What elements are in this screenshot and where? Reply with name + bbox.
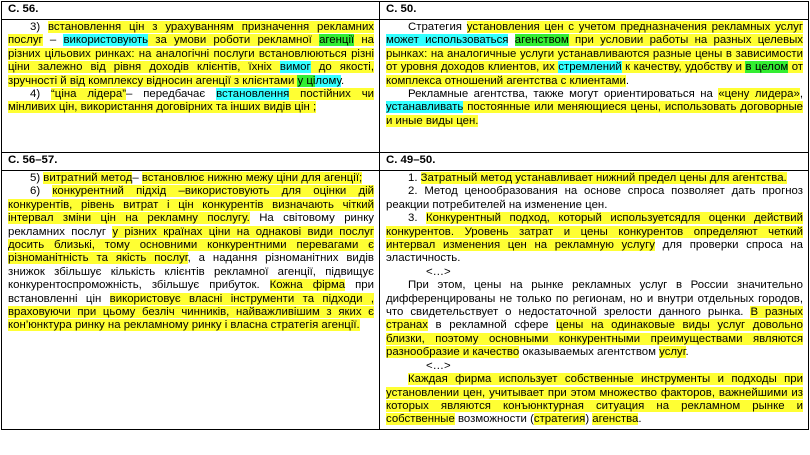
text-run: 4)	[30, 88, 52, 101]
paragraph	[8, 185, 374, 332]
paragraph	[386, 279, 803, 359]
highlighted-text: “ціна лідера”	[51, 88, 126, 101]
highlighted-text: постоянные или меняющиеся цены, использовать договорные и иные виды цен.	[386, 101, 803, 127]
highlighted-text: может использоваться	[386, 34, 509, 47]
text-run: в рекламной сфере	[427, 319, 557, 332]
highlighted-text: В разных странах	[386, 306, 803, 332]
paragraph	[8, 21, 374, 88]
highlighted-text: використовує власні інструменти та підходи , враховуючи при цьому безліч чинників, найважливішим з яких є кон’юнктура ринку на рекламному ринку і власна стратегія агенції.	[8, 292, 374, 332]
highlighted-text: цены на одинаковые виды услуг довольно близки, поэтому основными конкурентными преимуществами являются разнообразие и качество	[386, 319, 803, 359]
text-run: При этом, цены на рынке рекламных услуг в России значительно дифференцированы не только по регионам, но и внутри отдельных городов, что свидетельствует о недостаточной зрелости данного рынка.	[386, 279, 803, 319]
text-run: .	[638, 413, 642, 426]
highlighted-text: устанавливать	[386, 101, 464, 114]
paragraph	[386, 172, 803, 185]
highlighted-text: вимог	[279, 61, 311, 74]
highlighted-text: агенства	[592, 413, 639, 426]
highlighted-text: у різних країнах ціни на однакові види послуг досить близькі, тому основними конкурентними перевагами є різноманітність та якість послуг	[8, 225, 374, 265]
text-run: <…>	[426, 359, 451, 372]
text-run	[508, 34, 514, 46]
highlighted-text: Затратный метод устанавливает нижний предел цены для агентства.	[420, 172, 787, 184]
text-run: .	[341, 74, 345, 87]
highlighted-text: стремлений	[558, 61, 622, 74]
paragraph	[8, 172, 374, 185]
text-run: –	[42, 34, 64, 47]
header-row-2	[2, 153, 809, 171]
highlighted-text: витратний метод	[43, 172, 133, 184]
header-row-1	[2, 2, 809, 20]
paragraph	[386, 88, 803, 128]
text-run: )	[585, 413, 593, 426]
comparison-table	[1, 1, 809, 430]
text-run: .	[685, 346, 689, 359]
text-run: <…>	[426, 265, 451, 278]
highlighted-text: до якості, зручності й від комплексу відносин агенції з клієнтами	[8, 61, 374, 87]
highlighted-text: конкурентний підхід	[52, 185, 167, 198]
highlighted-text: за умови роботи рекламної	[148, 34, 320, 47]
highlighted-text: лому	[315, 74, 342, 87]
highlighted-text: –використовують для оцінки дій конкурентів, рівень витрат і цін конкурентів визначають чіткий інтервал зміни цін на рекламну послугу.	[8, 185, 375, 225]
paragraph	[386, 212, 803, 266]
highlighted-text: використовують	[63, 34, 149, 47]
highlighted-text: услуг	[659, 346, 686, 359]
text-run: , а надання різноманітних видів знижок збільшує кількість клієнтів рекламної агенції, підвищує конкурентоспроможність, збільшує прибуток.	[8, 252, 374, 292]
text-run: 2. Метод ценообразования на основе спроса позволяет дать прогноз реакции потребителей на изменение цен.	[386, 185, 803, 211]
text-run: 5)	[30, 172, 44, 184]
highlighted-text: агенції	[319, 34, 355, 47]
text-run: 1.	[408, 172, 421, 184]
right-page-ref: С. 50.	[380, 2, 809, 20]
highlighted-text: постійних чи мінливих цін, використання договірних та інших видів цін ;	[8, 88, 375, 114]
paragraph	[386, 185, 803, 212]
text-row-1	[2, 20, 809, 153]
highlighted-text: Каждая фирма использует собственные инструменты и подходы при установлении цен, учитывает при этом множество факторов, важнейшими из которых являются конъюнктурная ситуация на рекламном рынке и собственные	[386, 373, 803, 426]
text-run: оказываемых агентством	[519, 346, 660, 359]
paragraph-block	[386, 172, 803, 427]
highlighted-text: встановлення цін з урахуванням призначення рекламних послуг	[8, 21, 374, 47]
text-run: ,	[799, 88, 803, 101]
highlighted-text: агенством	[514, 34, 569, 47]
text-row-2	[2, 171, 809, 430]
highlighted-text: встановлення	[216, 88, 290, 101]
text-run: 3)	[30, 21, 48, 33]
paragraph	[386, 266, 803, 279]
highlighted-text: встановлює нижню межу ціни для агенції;	[141, 172, 363, 184]
text-run: На світовому ринку рекламних послуг	[8, 212, 375, 238]
russian-text-cell	[380, 171, 809, 430]
text-run: при встановленні цін	[8, 279, 374, 305]
left-page-ref: С. 56–57.	[2, 153, 380, 171]
highlighted-text: у ці	[297, 74, 316, 87]
highlighted-text: от комплекса отношений агентства с клиентами	[386, 61, 804, 87]
text-run: .	[625, 74, 629, 87]
paragraph-block	[386, 21, 803, 128]
ukrainian-text-cell	[2, 171, 380, 430]
highlighted-text: Кожна фірма	[269, 279, 346, 292]
text-run: возможности (	[454, 413, 534, 426]
text-run: –	[132, 172, 142, 184]
highlighted-text: при условии работы на разных целевых рынках: на аналогичные услуги устанавливаются разные цены в зависимости от уровня доходов клиентов, их	[386, 34, 804, 74]
highlighted-text: к качеству, удобству и	[621, 61, 746, 74]
text-run: – передбачає	[126, 88, 217, 101]
left-page-ref: С. 56.	[2, 2, 380, 20]
right-page-ref: С. 49–50.	[380, 153, 809, 171]
russian-text-cell	[380, 20, 809, 153]
highlighted-text: стратегия	[533, 413, 586, 426]
text-run: Стратегия	[408, 21, 467, 33]
paragraph	[386, 21, 803, 88]
text-run: 3.	[408, 212, 427, 225]
text-run: Рекламные агентства, также могут ориентироваться на	[408, 88, 719, 101]
paragraph	[386, 360, 803, 373]
ukrainian-text-cell	[2, 20, 380, 153]
highlighted-text: установления цен с учетом предназначения рекламных услуг	[466, 21, 803, 33]
paragraph-block	[8, 21, 374, 115]
highlighted-text: в целом	[745, 61, 789, 74]
paragraph	[8, 88, 374, 115]
text-run: для проверки спроса на эластичность.	[386, 239, 804, 265]
highlighted-text: на різних цільових ринках: на аналогічні послуги встановлюються різні ціни залежно від рівня доходів клієнтів, їхніх	[8, 34, 374, 74]
text-run: 6)	[30, 185, 53, 198]
paragraph	[386, 373, 803, 427]
paragraph-block	[8, 172, 374, 333]
highlighted-text: Конкурентный подход, который используетсядля оценки действий конкурентов. Уровень затрат и цены конкурентов определяют четкий интервал изменения цен на рекламную услугу	[386, 212, 804, 252]
highlighted-text: «цену лидера»	[718, 88, 800, 101]
